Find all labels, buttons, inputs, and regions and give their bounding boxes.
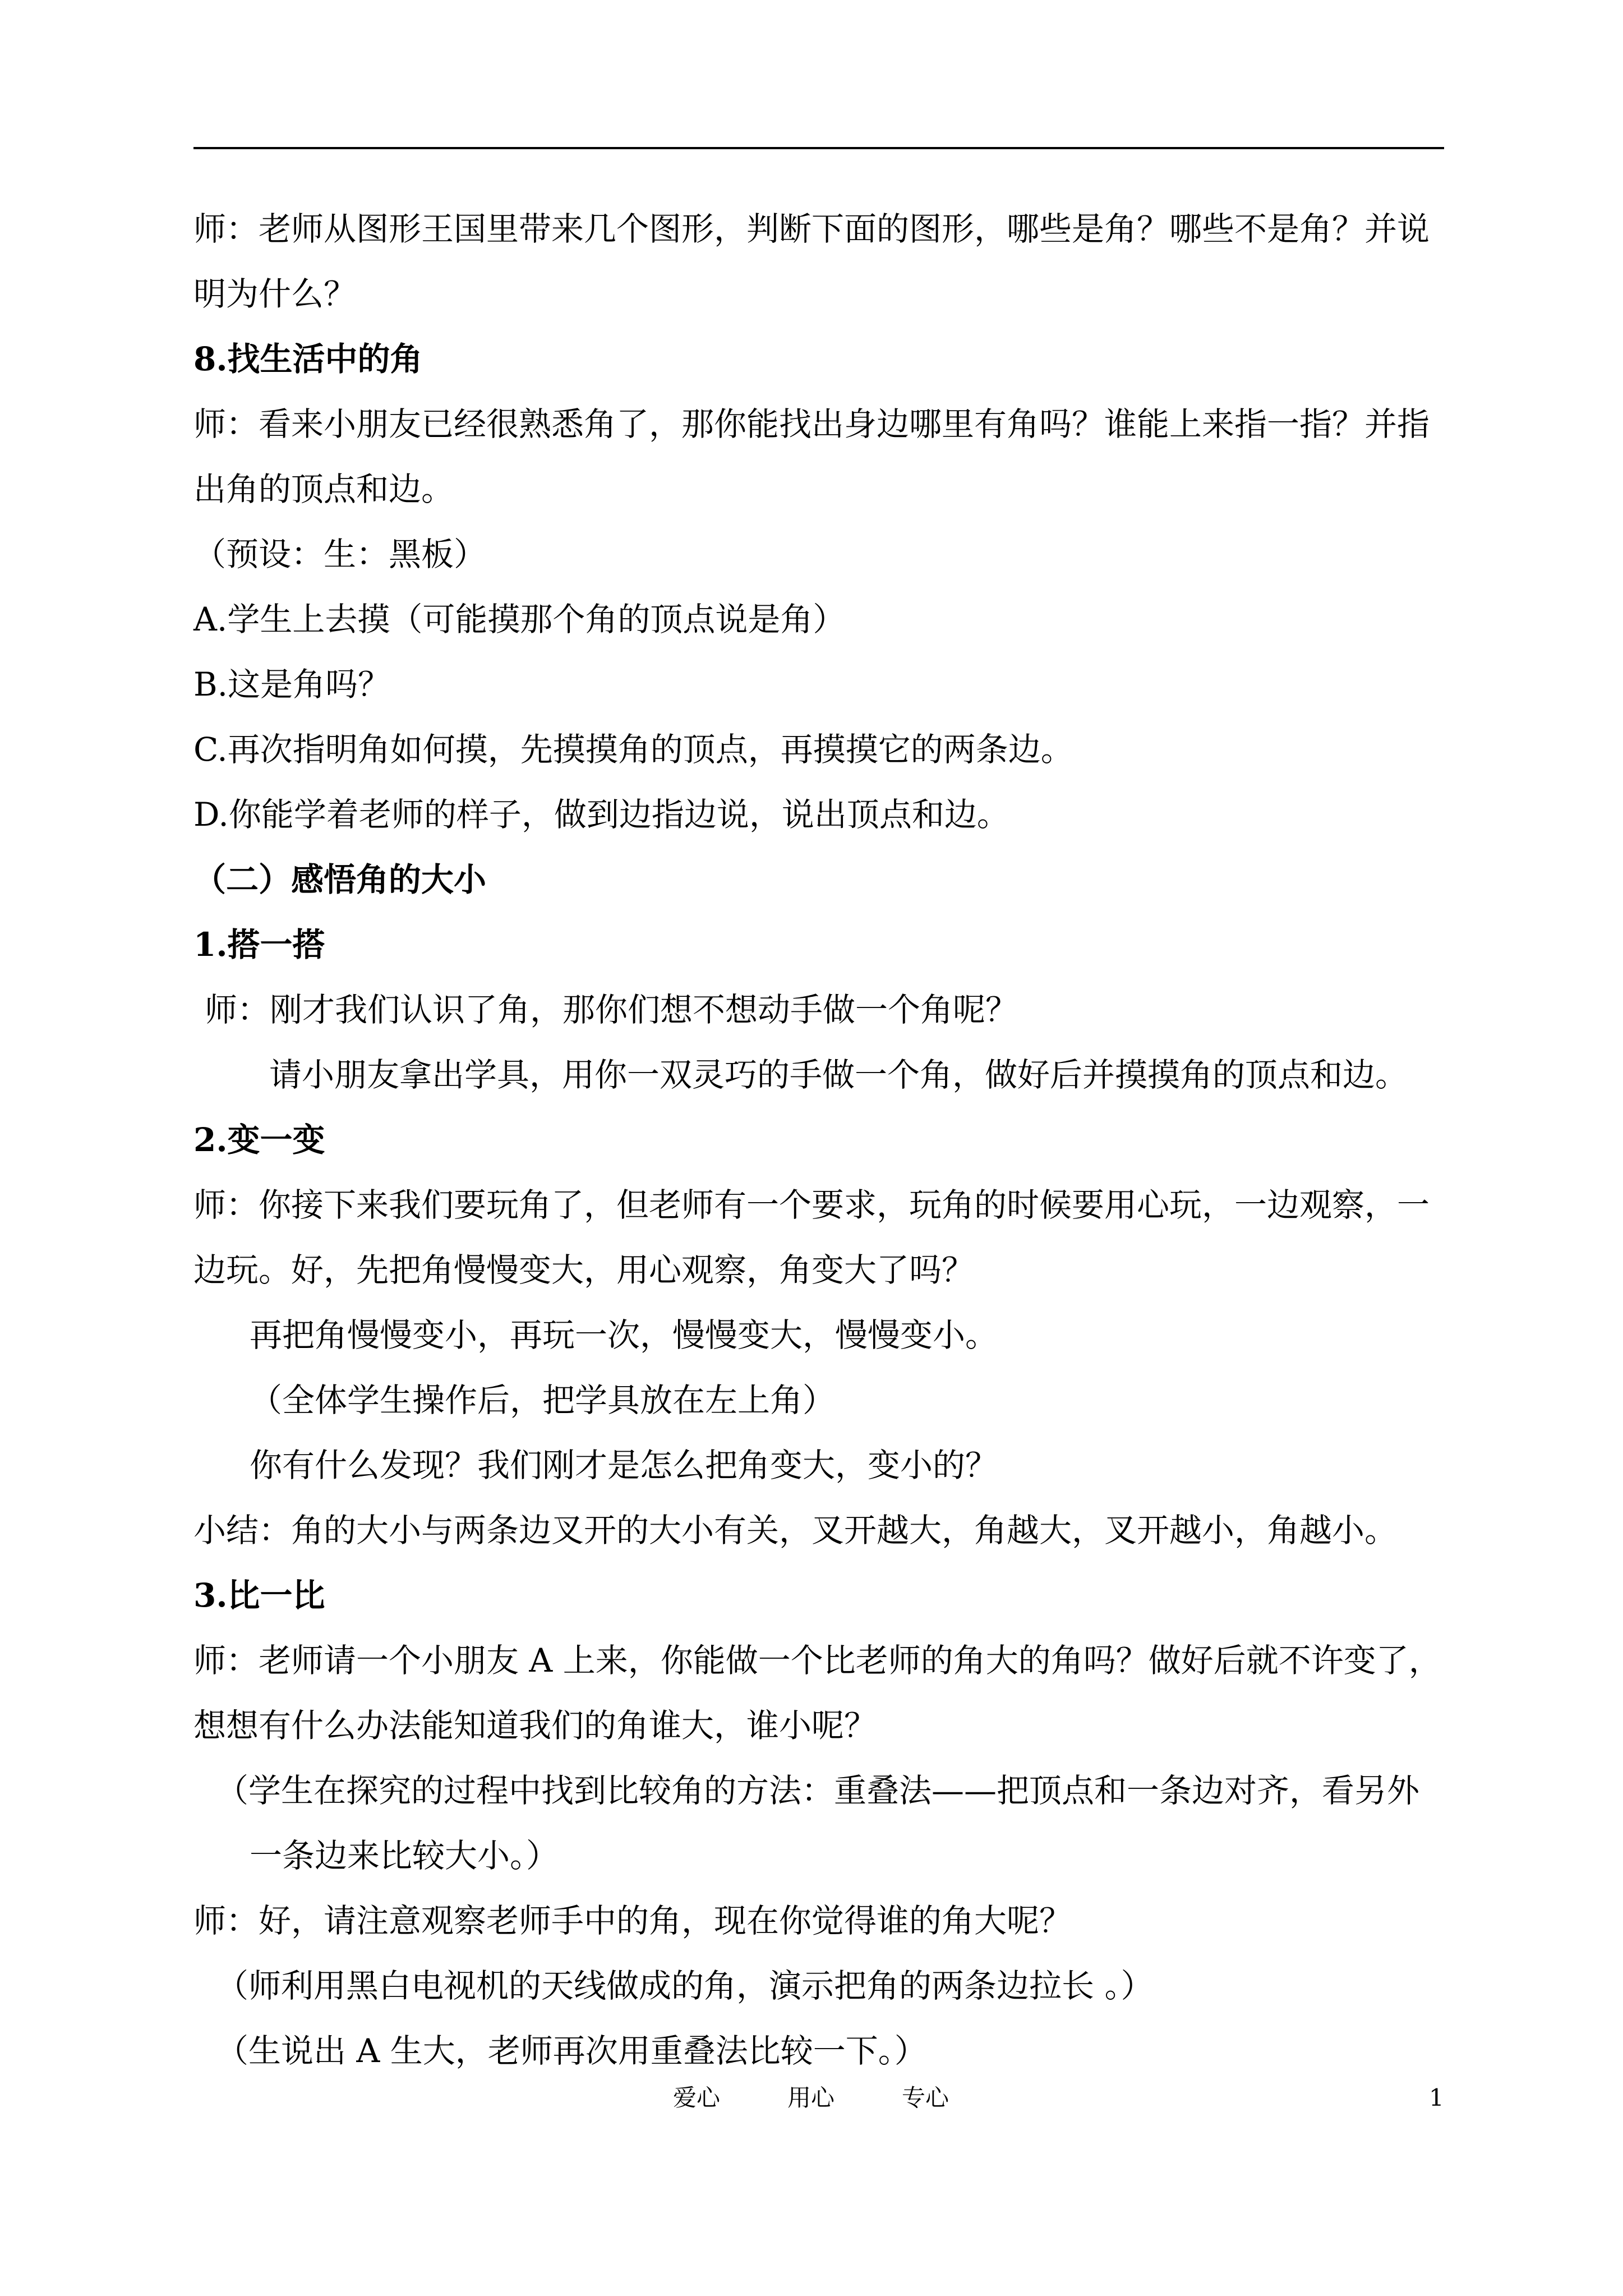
text-line: 师：老师请一个小朋友 A 上来，你能做一个比老师的角大的角吗？做好后就不许变了， <box>193 1641 1441 1680</box>
section-heading: 2.变一变 <box>193 1121 325 1159</box>
text-line: 小结：角的大小与两条边叉开的大小有关，叉开越大，角越大，叉开越小，角越小。 <box>193 1511 1398 1549</box>
text-line: B.这是角吗？ <box>193 665 391 703</box>
text-line: D.你能学着老师的样子，做到边指边说，说出顶点和边。 <box>193 795 1009 834</box>
footer-word-1: 爱心 <box>673 2084 721 2111</box>
text-line: 师：刚才我们认识了角，那你们想不想动手做一个角呢？ <box>205 991 1018 1029</box>
text-line: 师：看来小朋友已经很熟悉角了，那你能找出身边哪里有角吗？谁能上来指一指？并指 <box>193 405 1430 443</box>
text-line: 明为什么？ <box>193 275 357 313</box>
text-line: 师：老师从图形王国里带来几个图形，判断下面的图形，哪些是角？哪些不是角？并说 <box>193 210 1430 248</box>
footer-motto <box>673 2076 1016 2120</box>
footer-word-3: 专心 <box>902 2084 949 2111</box>
text-line: 出角的顶点和边。 <box>193 470 454 508</box>
text-line: C.再次指明角如何摸，先摸摸角的顶点，再摸摸它的两条边。 <box>193 730 1073 769</box>
section-heading: 3.比一比 <box>193 1576 325 1614</box>
text-line: （生说出 A 生大，老师再次用重叠法比较一下。） <box>216 2032 927 2070</box>
header-rule <box>193 147 1444 149</box>
text-line: 你有什么发现？我们刚才是怎么把角变大，变小的？ <box>250 1446 998 1484</box>
text-line: 师：好，请注意观察老师手中的角，现在你觉得谁的角大呢？ <box>193 1902 1072 1940</box>
section-heading: （二）感悟角的大小 <box>193 861 487 899</box>
document-body <box>193 196 1450 2083</box>
text-line: 一条边来比较大小。） <box>250 1837 559 1875</box>
text-line: 请小朋友拿出学具，用你一双灵巧的手做一个角，做好后并摸摸角的顶点和边。 <box>269 1056 1408 1094</box>
footer-word-2: 用心 <box>787 2084 835 2111</box>
page-footer <box>0 2076 1623 2120</box>
text-line: 边玩。好，先把角慢慢变大，用心观察，角变大了吗？ <box>193 1251 975 1289</box>
section-heading: 8.找生活中的角 <box>193 340 423 378</box>
text-line: 师：你接下来我们要玩角了，但老师有一个要求，玩角的时候要用心玩，一边观察，一 <box>193 1186 1430 1224</box>
text-line: 再把角慢慢变小，再玩一次，慢慢变大，慢慢变小。 <box>250 1316 998 1354</box>
page-number: 1 <box>1429 2084 1444 2111</box>
text-line: （师利用黑白电视机的天线做成的角，演示把角的两条边拉长 。） <box>216 1967 1154 2005</box>
text-line: 想想有什么办法能知道我们的角谁大，谁小呢？ <box>193 1706 877 1745</box>
text-line: （预设：生：黑板） <box>193 535 487 573</box>
text-line: （学生在探究的过程中找到比较角的方法：重叠法——把顶点和一条边对齐，看另外 <box>216 1772 1420 1810</box>
section-heading: 1.搭一搭 <box>193 926 325 964</box>
text-line: （全体学生操作后，把学具放在左上角） <box>250 1381 836 1419</box>
text-line: A.学生上去摸（可能摸那个角的顶点说是角） <box>193 600 846 638</box>
